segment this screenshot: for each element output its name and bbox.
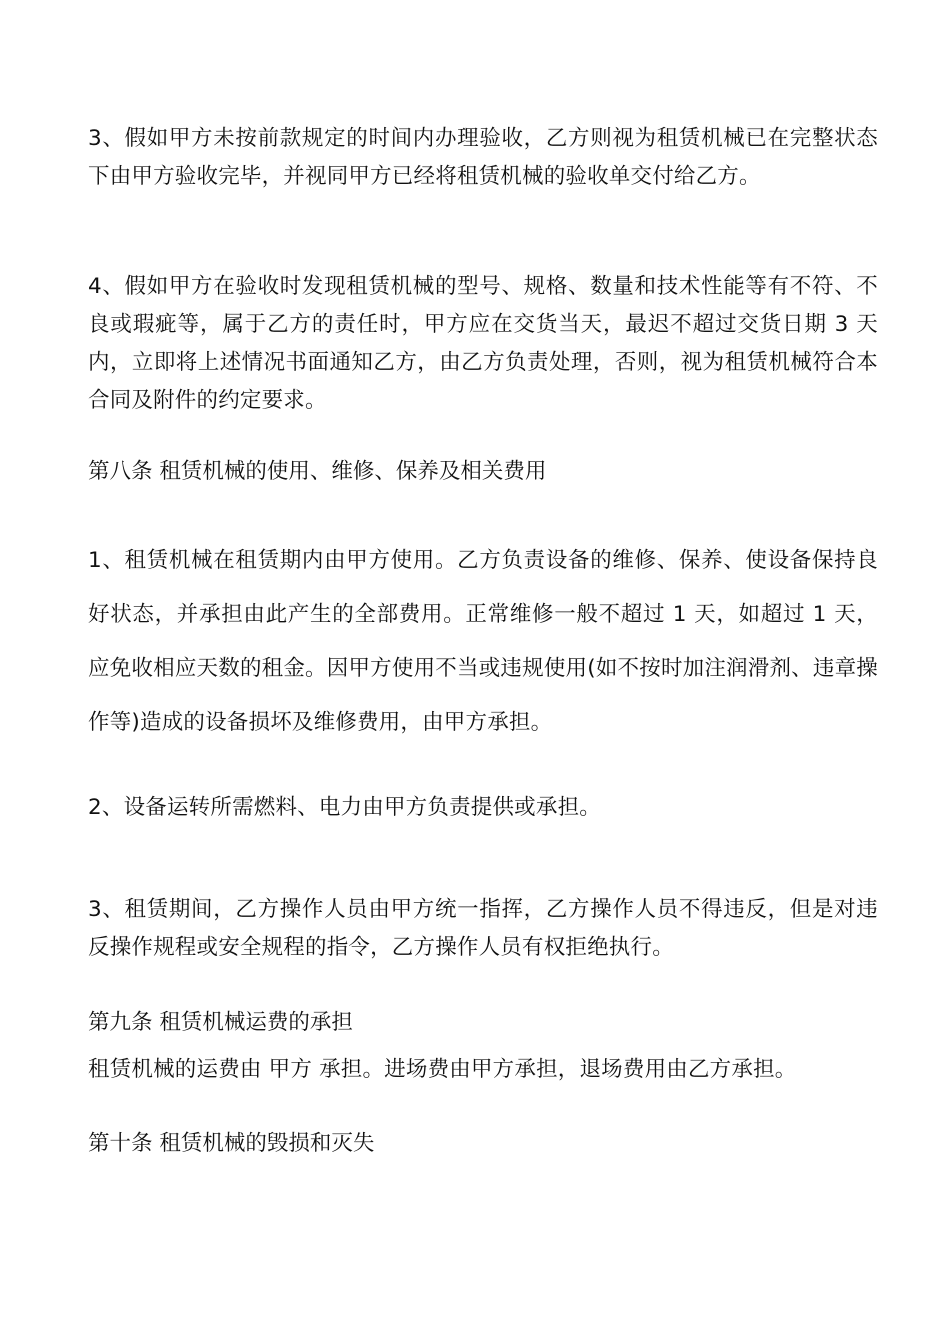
paragraph-freight-cost: 租赁机械的运费由 甲方 承担。进场费由甲方承担，退场费用由乙方承担。: [88, 1057, 797, 1082]
paragraph-defect-notice: 4、假如甲方在验收时发现租赁机械的型号、规格、数量和技术性能等有不符、不良或瑕疵等，属于乙方的责任时，甲方应在交货当天，最迟不超过交货日期 3 天内，立即将上述情况书面通知乙方，由乙方负责处理，否则，视为租赁机械符合本合同及附件的约定要求。: [88, 274, 878, 413]
article-10-heading: 第十条 租赁机械的毁损和灭失: [88, 1131, 375, 1156]
paragraph-acceptance-deemed: 3、假如甲方未按前款规定的时间内办理验收，乙方则视为租赁机械已在完整状态下由甲方验收完毕，并视同甲方已经将租赁机械的验收单交付给乙方。: [88, 126, 878, 189]
paragraph-operator-command: 3、租赁期间，乙方操作人员由甲方统一指挥，乙方操作人员不得违反，但是对违反操作规程或安全规程的指令，乙方操作人员有权拒绝执行。: [88, 897, 878, 960]
article-9-heading: 第九条 租赁机械运费的承担: [88, 1010, 353, 1035]
article-8-heading: 第八条 租赁机械的使用、维修、保养及相关费用: [88, 459, 547, 484]
paragraph-fuel-power: 2、设备运转所需燃料、电力由甲方负责提供或承担。: [88, 795, 601, 820]
paragraph-usage-maintenance: 1、租赁机械在租赁期内由甲方使用。乙方负责设备的维修、保养、使设备保持良好状态，并承担由此产生的全部费用。正常维修一般不超过 1 天，如超过 1 天，应免收相应天数的租金。因甲方使用不当或违规使用(如不按时加注润滑剂、违章操作等)造成的设备损坏及维修费用，由甲方承担。: [88, 548, 878, 735]
